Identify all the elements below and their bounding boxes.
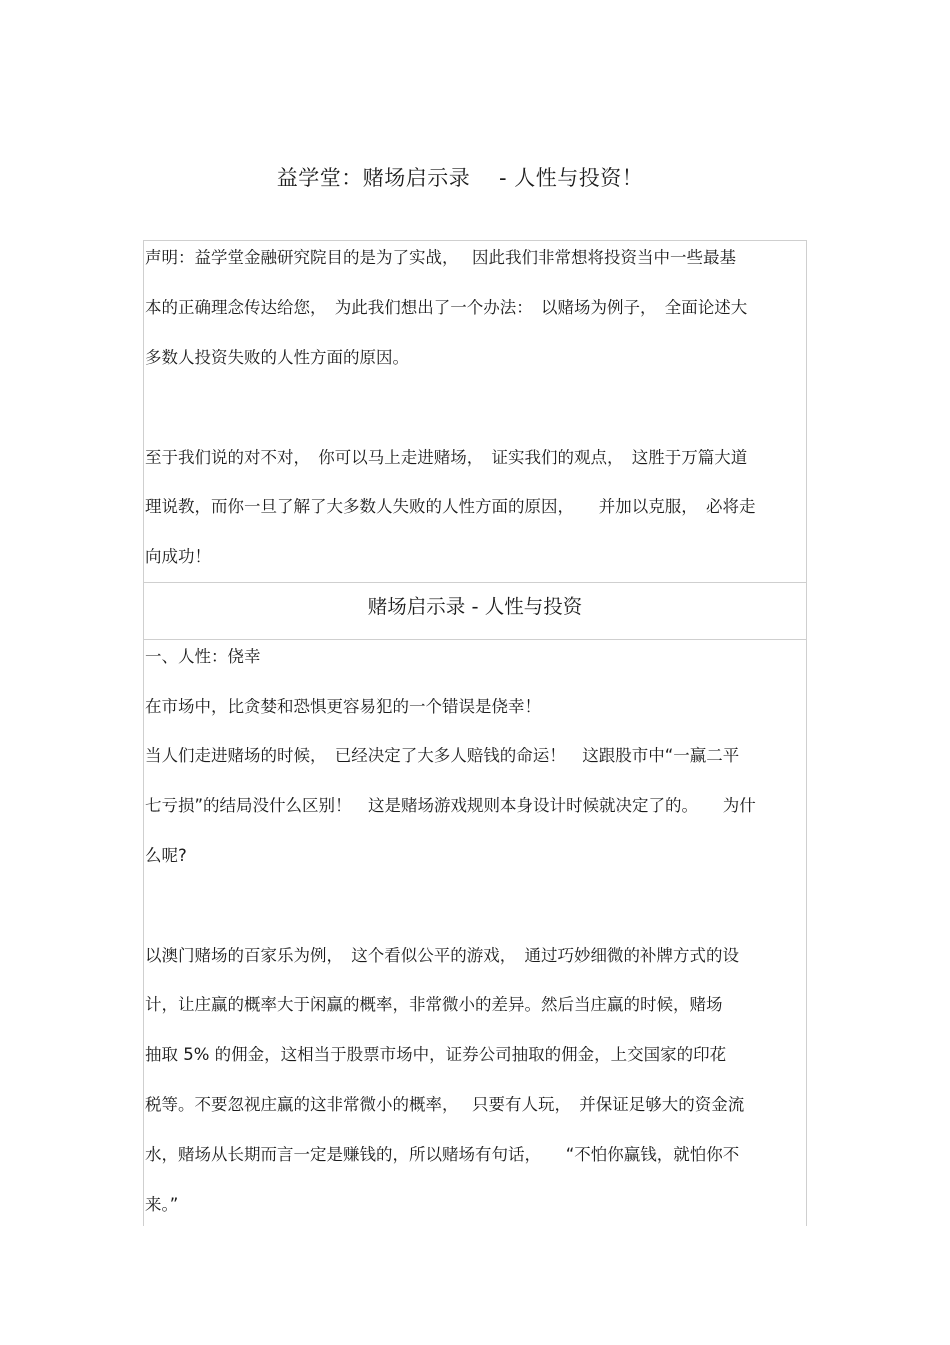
text-line: 向成功！ <box>145 547 211 566</box>
frame-line-left <box>143 240 144 1226</box>
frame-line-section-top <box>143 582 807 583</box>
frame-line-right <box>806 240 807 1226</box>
text-line: 来。” <box>145 1195 179 1214</box>
section-title: 赌场启示录 - 人性与投资 <box>367 595 583 618</box>
text-line: 多数人投资失败的人性方面的原因。 <box>145 348 409 367</box>
text-line: 本的正确理念传达给您， 为此我们想出了一个办法： 以赌场为例子， 全面论述大 <box>145 298 748 317</box>
text-line: 税等。不要忽视庄赢的这非常微小的概率， 只要有人玩， 并保证足够大的资金流 <box>145 1095 745 1114</box>
frame-line-section-bottom <box>143 639 807 640</box>
text-line: 声明：益学堂金融研究院目的是为了实战， 因此我们非常想将投资当中一些最基 <box>145 248 736 267</box>
document-title: 益学堂：赌场启示录 - 人性与投资！ <box>276 166 644 190</box>
text-line: 理说教，而你一旦了解了大多数人失败的人性方面的原因， 并加以克服， 必将走 <box>145 497 756 516</box>
text-line: 当人们走进赌场的时候， 已经决定了大多人赔钱的命运！ 这跟股市中“一赢二平 <box>145 746 740 765</box>
text-line: 至于我们说的对不对， 你可以马上走进赌场， 证实我们的观点， 这胜于万篇大道 <box>145 448 748 467</box>
text-line: 以澳门赌场的百家乐为例， 这个看似公平的游戏， 通过巧妙细微的补牌方式的设 <box>145 946 739 965</box>
text-line: 抽取 5% 的佣金，这相当于股票市场中，证券公司抽取的佣金，上交国家的印花 <box>145 1045 727 1064</box>
frame-line-top <box>143 240 807 241</box>
section-heading: 一、人性：侥幸 <box>145 647 261 666</box>
text-line: 水，赌场从长期而言一定是赚钱的，所以赌场有句话， “不怕你赢钱，就怕你不 <box>145 1145 740 1164</box>
text-line: 计，让庄赢的概率大于闲赢的概率，非常微小的差异。然后当庄赢的时候，赌场 <box>145 995 723 1014</box>
text-line: 么呢? <box>145 846 187 865</box>
text-line: 七亏损”的结局没什么区别！ 这是赌场游戏规则本身设计时候就决定了的。 为什 <box>145 796 756 815</box>
text-line: 在市场中，比贪婪和恐惧更容易犯的一个错误是侥幸！ <box>145 697 541 716</box>
